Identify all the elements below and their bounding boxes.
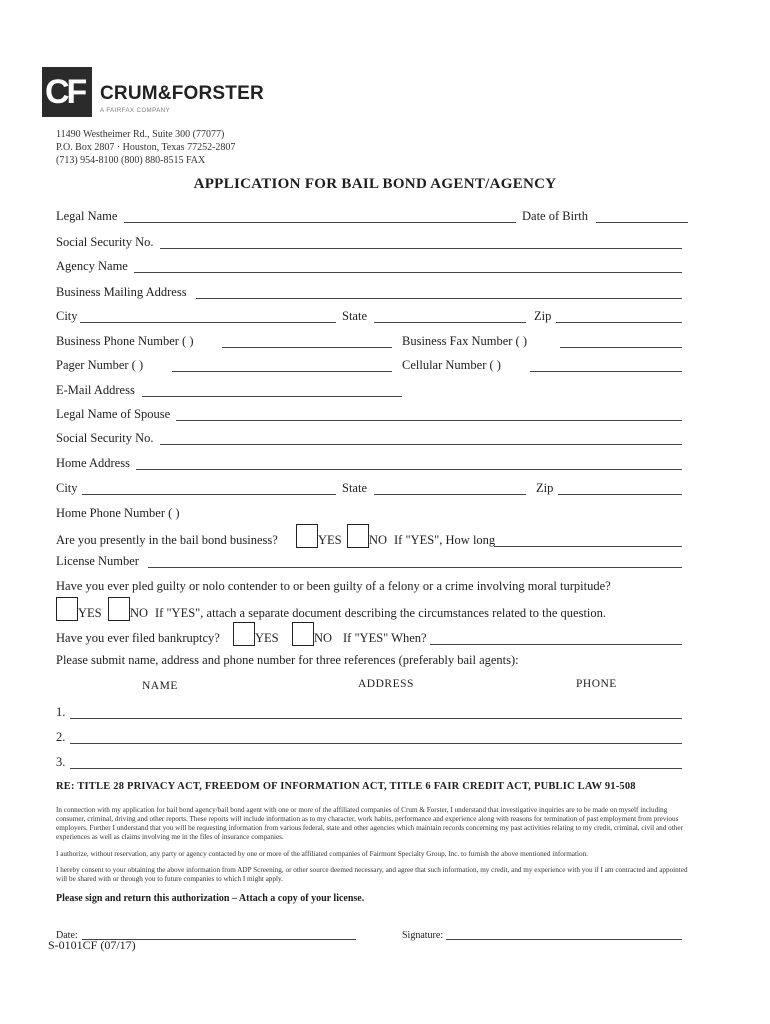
zip-label: Zip: [534, 309, 552, 323]
license-label: License Number: [56, 554, 139, 568]
city-field[interactable]: [80, 322, 336, 323]
city2-label: City: [56, 481, 78, 495]
sign-return-instruction: Please sign and return this authorization – Attach a copy of your license.: [56, 893, 365, 904]
bail-business-question: Are you presently in the bail bond business?: [56, 533, 278, 547]
ref-col-name: NAME: [142, 680, 178, 692]
ref-number: 3.: [56, 755, 66, 769]
bail-no-checkbox[interactable]: [347, 524, 369, 548]
zip2-field[interactable]: [558, 494, 682, 495]
zip-field[interactable]: [556, 322, 682, 323]
ref-col-address: ADDRESS: [358, 678, 414, 690]
business-address-label: Business Mailing Address: [56, 285, 187, 299]
bankruptcy-question: Have you ever filed bankruptcy?: [56, 631, 220, 645]
business-fax-label: Business Fax Number ( ): [402, 334, 527, 348]
ref-number: 1.: [56, 705, 66, 719]
row-license: [0, 553, 770, 571]
felony-yes-label: YES: [78, 606, 102, 620]
privacy-paragraph-3: I hereby consent to your obtaining the above information from ADP Screening, or other source deemed necessary, and agree that such information, my credit, and my experience with you if I am contracted and appointed will be shared with or through you to future companies to which I might apply.: [56, 866, 688, 883]
row-agency-name: [0, 258, 770, 276]
state-field[interactable]: [374, 322, 526, 323]
bankruptcy-no-label: NO: [314, 631, 333, 645]
logo-mark: CF: [45, 73, 85, 111]
privacy-paragraph-1: In connection with my application for bail bond agency/bail bond agent with one or more of the affiliated companies of Crum & Forster, I understand that investigative inquiries are to be made on myself including consumer, criminal, driving and other reports. These reports will include information as to my character, work habits, performance and experience along with reasons for termination of past employment from previous employers. Further I understand that you will be requesting information from various federal, state and other agencies which maintain records concerning my past activities relating to my credit, criminal, civil and other experiences as well as claims involving me in the files of insurance companies.: [56, 806, 683, 841]
row-references-intro: [0, 652, 770, 670]
bankruptcy-yes-checkbox[interactable]: [233, 622, 255, 646]
felony-followup: If "YES", attach a separate document describing the circumstances related to the question.: [155, 606, 607, 620]
reference-2-field[interactable]: [70, 743, 682, 744]
row-business-address: [0, 284, 770, 302]
row-pager-cell: [0, 357, 770, 375]
form-title: APPLICATION FOR BAIL BOND AGENT/AGENCY: [193, 176, 557, 192]
date-label: Date:: [56, 930, 78, 941]
felony-no-label: NO: [130, 606, 149, 620]
privacy-heading: RE: TITLE 28 PRIVACY ACT, FREEDOM OF INFORMATION ACT, TITLE 6 FAIR CREDIT ACT, PUBLIC LAW 91-508: [56, 781, 636, 792]
reference-row: [0, 704, 770, 722]
how-long-label: If "YES", How long: [394, 533, 496, 547]
how-long-field[interactable]: [494, 546, 682, 547]
home-address-label: Home Address: [56, 456, 130, 470]
reference-1-field[interactable]: [70, 718, 682, 719]
cellular-label: Cellular Number ( ): [402, 358, 501, 372]
company-logo: [42, 67, 92, 117]
state2-label: State: [342, 481, 367, 495]
row-city-state-zip: [0, 308, 770, 326]
reference-3-field[interactable]: [70, 768, 682, 769]
home-address-field[interactable]: [136, 469, 682, 470]
email-field[interactable]: [142, 396, 402, 397]
ssn-field[interactable]: [160, 248, 682, 249]
references-intro: Please submit name, address and phone number for three references (preferably bail agents):: [56, 653, 519, 667]
bail-no-label: NO: [369, 533, 388, 547]
felony-yes-checkbox[interactable]: [56, 597, 78, 621]
business-phone-label: Business Phone Number ( ): [56, 334, 194, 348]
when-field[interactable]: [430, 644, 682, 645]
spouse-ssn-field[interactable]: [160, 444, 682, 445]
form-number: S-0101CF (07/17): [48, 938, 136, 952]
row-bail-business: [0, 528, 770, 550]
dob-field[interactable]: [596, 222, 688, 223]
business-address-field[interactable]: [196, 298, 682, 299]
bail-yes-checkbox[interactable]: [296, 524, 318, 548]
business-phone-field[interactable]: [222, 347, 392, 348]
ref-col-phone: PHONE: [576, 678, 617, 690]
city-label: City: [56, 309, 78, 323]
agency-name-field[interactable]: [134, 272, 682, 273]
state-label: State: [342, 309, 367, 323]
row-email: [0, 382, 770, 400]
row-felony-answer: [0, 601, 770, 623]
business-fax-field[interactable]: [560, 347, 682, 348]
signature-label: Signature:: [402, 930, 444, 941]
legal-name-field[interactable]: [124, 222, 516, 223]
felony-question: Have you ever pled guilty or nolo contender to or been guilty of a felony or a crime involving moral turpitude?: [56, 579, 611, 593]
row-spouse-name: [0, 406, 770, 424]
dob-label: Date of Birth: [522, 209, 588, 223]
zip2-label: Zip: [536, 481, 554, 495]
felony-no-checkbox[interactable]: [108, 597, 130, 621]
row-ssn: [0, 234, 770, 252]
reference-row: [0, 754, 770, 772]
pager-label: Pager Number ( ): [56, 358, 144, 372]
home-phone-label: Home Phone Number ( ): [56, 506, 180, 520]
license-field[interactable]: [148, 567, 682, 568]
address-line-2: P.O. Box 2807 · Houston, Texas 77252-2807: [56, 142, 236, 153]
legal-name-label: Legal Name: [56, 209, 118, 223]
row-felony: [0, 578, 770, 596]
cellular-field[interactable]: [530, 371, 682, 372]
ref-number: 2.: [56, 730, 66, 744]
reference-row: [0, 729, 770, 747]
row-legal-name: [0, 208, 770, 226]
state2-field[interactable]: [374, 494, 526, 495]
row-business-phone: [0, 333, 770, 351]
company-name: CRUM&FORSTER: [100, 83, 264, 104]
agency-name-label: Agency Name: [56, 259, 128, 273]
spouse-name-field[interactable]: [176, 420, 682, 421]
row-home-address: [0, 455, 770, 473]
email-label: E-Mail Address: [56, 383, 135, 397]
row-home-phone: [0, 505, 770, 523]
bail-yes-label: YES: [318, 533, 342, 547]
row-spouse-ssn: [0, 430, 770, 448]
pager-field[interactable]: [172, 371, 392, 372]
row-bankruptcy: [0, 626, 770, 648]
bankruptcy-no-checkbox[interactable]: [292, 622, 314, 646]
bankruptcy-yes-label: YES: [255, 631, 279, 645]
signature-field[interactable]: [446, 939, 682, 940]
spouse-name-label: Legal Name of Spouse: [56, 407, 171, 421]
company-tagline: A FAIRFAX COMPANY: [100, 108, 171, 114]
when-label: If "YES" When?: [343, 631, 427, 645]
privacy-paragraph-2: I authorize, without reservation, any party or agency contacted by one or more of the affiliated companies of Fairmont Specialty Group, Inc. to furnish the above mentioned information.: [56, 850, 588, 858]
address-line-1: 11490 Westheimer Rd., Suite 300 (77077): [56, 129, 225, 140]
address-line-3: (713) 954-8100 (800) 880-8515 FAX: [56, 155, 206, 166]
ssn-label: Social Security No.: [56, 235, 154, 249]
spouse-ssn-label: Social Security No.: [56, 431, 154, 445]
city2-field[interactable]: [82, 494, 336, 495]
row-city-state-zip-2: [0, 480, 770, 498]
